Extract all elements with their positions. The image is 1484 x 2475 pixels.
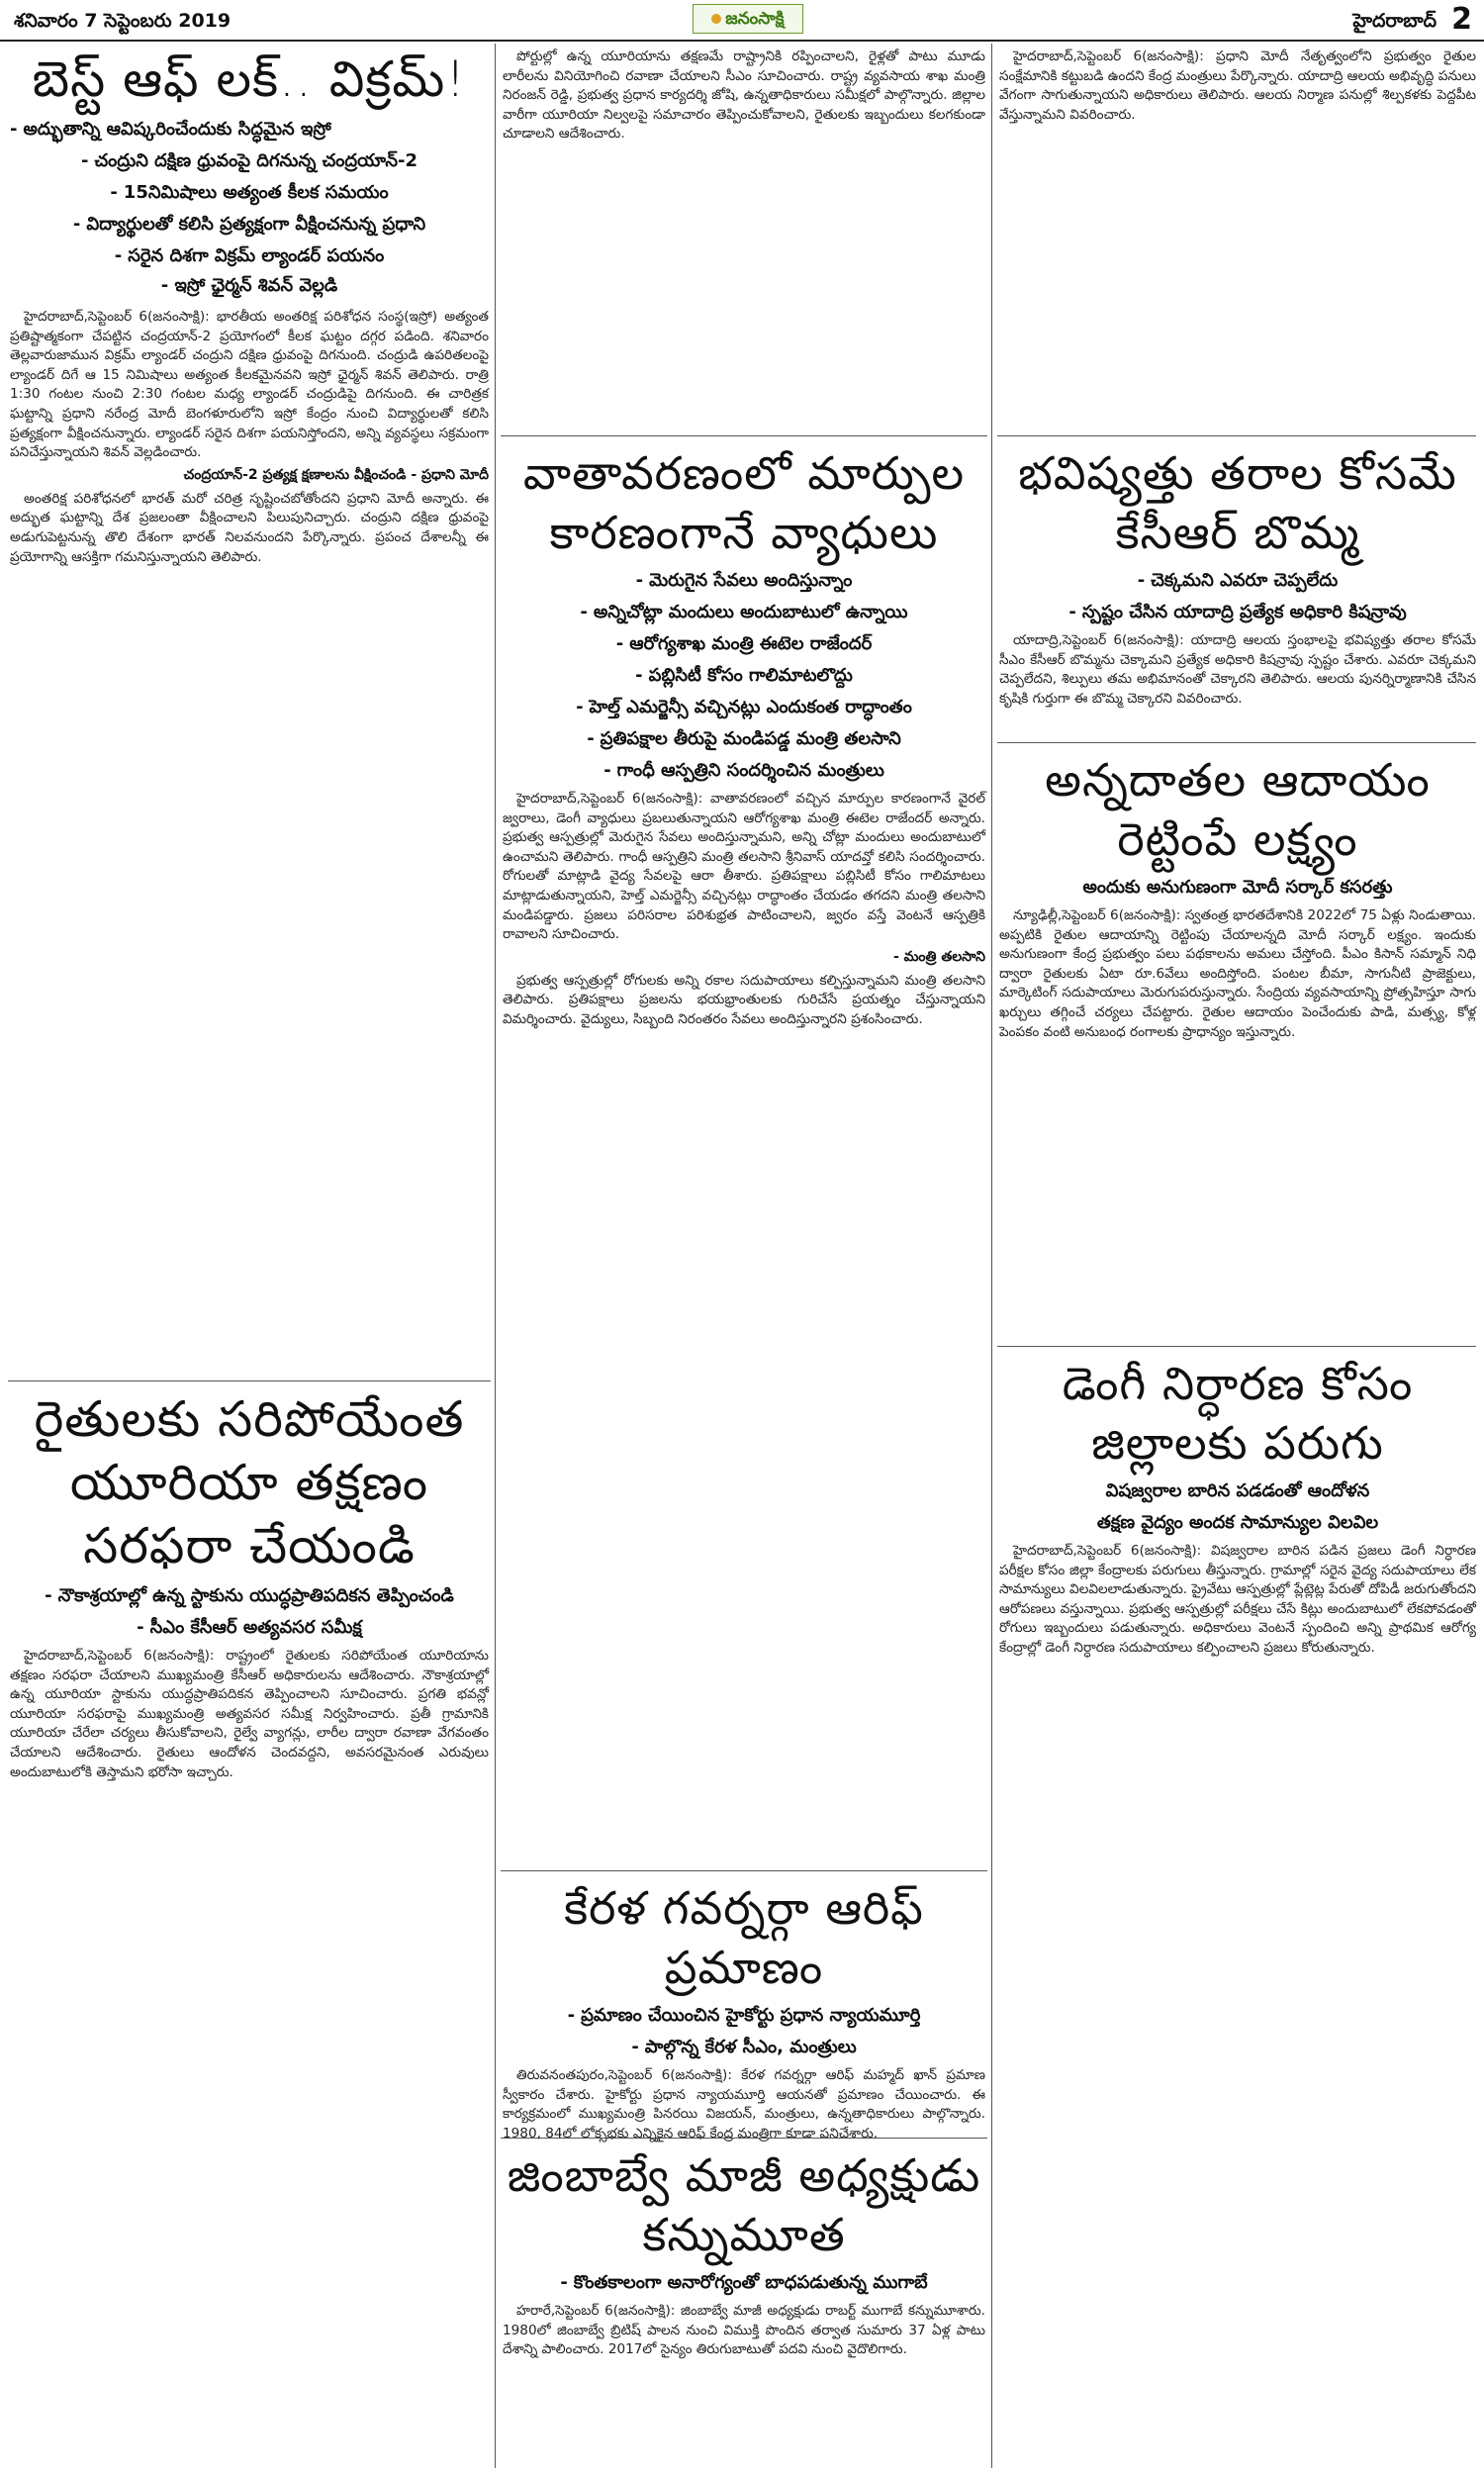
byline: - ఇస్రో ఛైర్మన్ శివన్ వెల్లడి (160, 275, 338, 296)
article-body: తిరువనంతపురం,సెప్టెంబర్ 6(జనంసాక్షి): కేరళ గవర్నర్గా ఆరిఫ్ మహ్మద్ ఖాన్ ప్రమాణ స్వీకారం చేశారు. హైకోర్టు ప్రధాన న్యాయమూర్తి ఆయనతో ప్రమాణం చేయించారు. ఈ కార్యక్రమంలో ముఖ్యమంత్రి పినరయి విజయన్, మంత్రులు, ఉన్నతాధికారులు పాల్గొన్నారు. 1980, 84లో లోక్సభకు ఎన్నికైన ఆరిఫ్ కేంద్ర మంత్రిగా కూడా పనిచేశారు. (503, 2067, 985, 2142)
article-body: న్యూఢిల్లీ,సెప్టెంబర్ 6(జనంసాక్షి): స్వతంత్ర భారతదేశానికి 2022లో 75 ఏళ్లు నిండుతాయి. అప్పటికి రైతుల ఆదాయాన్ని రెట్టింపు చేయాలన్నది మోదీ సర్కార్ లక్ష్యం. ఇందుకు అనుగుణంగా కేంద్ర ప్రభుత్వం పలు పథకాలను అమలు చేస్తోంది. పీఎం కిసాన్ సమ్మాన్ నిధి ద్వారా రైతులకు ఏటా రూ.6వేలు అందిస్తోంది. పంటల బీమా, సాగునీటి ప్రాజెక్టులు, మార్కెటింగ్ సదుపాయాలు మెరుగుపరుస్తున్నారు. సేంద్రియ వ్యవసాయాన్ని ప్రోత్సహిస్తూ సాగు ఖర్చులు తగ్గించే చర్యలు చేపట్టారు. రైతుల ఆదాయం పెంచేందుకు పాడి, మత్స్య, కోళ్ల పెంపకం వంటి అనుబంధ రంగాలకు ప్రాధాన్యం ఇస్తున్నారు. (999, 907, 1476, 1040)
deck-line: - పబ్లిసిటీ కోసం గాలిమాటలొద్దు (635, 665, 853, 686)
column-divider (991, 44, 992, 2468)
article-continuation (503, 48, 985, 146)
deck-line: - 15నిమిషాలు అత్యంత కీలక సమయం (110, 182, 389, 203)
deck-line: - ప్రమాణం చేయించిన హైకోర్టు ప్రధాన న్యాయమూర్తి (567, 2005, 921, 2026)
article-body: అంతరిక్ష పరిశోధనలో భారత్ మరో చరిత్ర సృష్టించబోతోందని ప్రధాని మోదీ అన్నారు. ఈ అద్భుత ఘట్టాన్ని దేశ ప్రజలంతా వీక్షించాలని పిలుపునిచ్చారు. చంద్రుని దక్షిణ ధ్రువంపై అడుగుపెట్టనున్న తొలి దేశంగా భారత్ నిలవనుందని పేర్కొన్నారు. ప్రపంచ దేశాలన్నీ ఈ ప్రయోగాన్ని ఆసక్తిగా గమనిస్తున్నాయని తెలిపారు. (10, 490, 489, 565)
issue-date: శనివారం 7 సెప్టెంబరు 2019 (14, 10, 232, 32)
deck-line: - ప్రతిపక్షాల తీరుపై మండిపడ్డ మంత్రి తలసాని (587, 728, 901, 749)
deck-line: తక్షణ వైద్యం అందక సామాన్యుల విలవిల (1096, 1512, 1379, 1533)
deck-line: - సరైన దిశగా విక్రమ్ ల్యాండర్ పయనం (114, 245, 385, 266)
article-body: హైదరాబాద్,సెప్టెంబర్ 6(జనంసాక్షి): భారతీయ అంతరిక్ష పరిశోధన సంస్థ(ఇస్రో) అత్యంత ప్రతిష్టాత్మకంగా చేపట్టిన చంద్రయాన్-2 ప్రయోగంలో కీలక ఘట్టం దగ్గర పడింది. శనివారం తెల్లవారుజామున విక్రమ్ ల్యాండర్ చంద్రుని దక్షిణ ధ్రువంపై దిగనుంది. చంద్రుడి ఉపరితలంపై ల్యాండర్ దిగే ఆ 15 నిమిషాలు అత్యంత కీలకమైనవని ఇస్రో ఛైర్మన్ శివన్ తెలిపారు. రాత్రి 1:30 గంటల నుంచి 2:30 గంటల మధ్య ల్యాండర్ చంద్రుడిపై దిగనుంది. ఈ చారిత్రక ఘట్టాన్ని ప్రధాని నరేంద్ర మోదీ బెంగళూరులోని ఇస్రో కేంద్రం నుంచి విద్యార్థులతో కలిసి ప్రత్యక్షంగా వీక్షించనున్నారు. ల్యాండర్ సరైన దిశగా పయనిస్తోందని, అన్ని వ్యవస్థలు సక్రమంగా పనిచేస్తున్నాయని శివన్ వెల్లడించారు. (10, 309, 489, 461)
deck-line: - సీఎం కేసీఆర్ అత్యవసర సమీక్ష (137, 1617, 362, 1638)
section-divider (501, 1870, 987, 1871)
article-body: పోర్టుల్లో ఉన్న యూరియాను తక్షణమే రాష్ట్రానికి రప్పించాలని, రైళ్లతో పాటు మూడు లారీలను వినియోగించి రవాణా చేయాలని సీఎం సూచించారు. రాష్ట్ర వ్యవసాయ శాఖ మంత్రి నిరంజన్ రెడ్డి, ప్రభుత్వ ప్రధాన కార్యదర్శి జోషి, ఉన్నతాధికారులు సమీక్షలో పాల్గొన్నారు. జిల్లాల వారీగా యూరియా నిల్వలపై సమాచారం తెప్పించుకోవాలని, రైతులకు ఇబ్బందులు కలగకుండా చూడాలని ఆదేశించారు. (503, 48, 985, 143)
article-kerala-governor (503, 1878, 985, 2145)
deck-line: అందుకు అనుగుణంగా మోదీ సర్కార్ కసరత్తు (1082, 877, 1393, 898)
deck-line: - కొంతకాలంగా అనారోగ్యంతో బాధపడుతున్న ముగాబే (560, 2272, 928, 2293)
edition-city: హైదరాబాద్ (1352, 10, 1437, 32)
article-body: ప్రభుత్వ ఆస్పత్రుల్లో రోగులకు అన్ని రకాల సదుపాయాలు కల్పిస్తున్నామని మంత్రి తలసాని తెలిపారు. ప్రతిపక్షాలు ప్రజలను భయభ్రాంతులకు గురిచేసే ప్రయత్నం చేస్తున్నాయని విమర్శించారు. వైద్యులు, సిబ్బంది నిరంతరం సేవలు అందిస్తున్నారని ప్రశంసించారు. (503, 972, 985, 1027)
section-divider (997, 742, 1476, 743)
deck-line: - స్పష్టం చేసిన యాదాద్రి ప్రత్యేక అధికారి కిషన్రావు (1068, 602, 1407, 622)
article-body: యాదాద్రి,సెప్టెంబర్ 6(జనంసాక్షి): యాదాద్రి ఆలయ స్తంభాలపై భవిష్యత్తు తరాల కోసమే సీఎం కేసీఆర్ బొమ్మను చెక్కామని ప్రత్యేక అధికారి కిషన్రావు స్పష్టం చేశారు. ఎవరూ చెక్కమని చెప్పలేదని, శిల్పులు తమ అభిమానంతో చెక్కారని తెలిపారు. ఆలయ పునర్నిర్మాణానికి చేసిన కృషికి గుర్తుగా ఈ బొమ్మ చెక్కారని వివరించారు. (999, 632, 1476, 707)
deck-line: - గాంధీ ఆస్పత్రిని సందర్శించిన మంత్రులు (603, 760, 884, 781)
masthead (0, 0, 1484, 42)
headline: కేరళ గవర్నర్గా ఆరిఫ్ ప్రమాణం (564, 1881, 924, 1994)
deck-line: - విద్యార్థులతో కలిసి ప్రత్యక్షంగా వీక్షించనున్న ప్రధాని (72, 214, 426, 235)
deck-line: - అద్భుతాన్ని ఆవిష్కరించేందుకు సిద్ధమైన ఇస్రో (10, 119, 331, 140)
deck-line: - నౌకాశ్రయాల్లో ఉన్న స్టాకును యుద్ధప్రాతిపదికన తెప్పించండి (45, 1585, 454, 1606)
article-body: హరారే,సెప్టెంబర్ 6(జనంసాక్షి): జింబాబ్వే మాజీ అధ్యక్షుడు రాబర్ట్ ముగాబే కన్నుమూశారు. 1980లో జింబాబ్వే బ్రిటిష్ పాలన నుంచి విముక్తి పొందిన తర్వాత సుమారు 37 ఏళ్ల పాటు దేశాన్ని పాలించారు. 2017లో సైన్యం తిరుగుబాటుతో పదవి నుంచి వైదొలిగారు. (503, 2303, 985, 2358)
article-kcr-sculpture (999, 443, 1476, 711)
deck-line: - చెక్కమని ఎవరూ చెప్పలేదు (1137, 570, 1339, 591)
page-number: 2 (1451, 2, 1472, 37)
deck-line: విషజ్వరాల బారిన పడడంతో ఆందోళన (1105, 1480, 1370, 1501)
deck-line: - మెరుగైన సేవలు అందిస్తున్నాం (635, 570, 853, 591)
headline: వాతావరణంలో మార్పుల కారణంగానే వ్యాధులు (522, 446, 966, 559)
headline: బెస్ట్ ఆఫ్ లక్.. విక్రమ్! (32, 50, 467, 108)
article-chandrayaan (10, 48, 489, 569)
section-divider (997, 1346, 1476, 1347)
article-urea-supply (10, 1387, 489, 1784)
article-body: హైదరాబాద్,సెప్టెంబర్ 6(జనంసాక్షి): రాష్ట్రంలో రైతులకు సరిపోయేంత యూరియాను తక్షణం సరఫరా చేయాలని ముఖ్యమంత్రి కేసీఆర్ అధికారులను ఆదేశించారు. నౌకాశ్రయాల్లో ఉన్న యూరియా స్టాకును యుద్ధప్రాతిపదికన తెప్పించాలని సూచించారు. ప్రగతి భవన్లో యూరియా సరఫరాపై ముఖ్యమంత్రి అత్యవసర సమీక్ష నిర్వహించారు. ప్రతీ గ్రామానికి యూరియా చేరేలా చర్యలు తీసుకోవాలని, రైల్వే వ్యాగన్లు, లారీల ద్వారా రవాణా వేగవంతం చేయాలని ఆదేశించారు. రైతులు ఆందోళన చెందవద్దని, అవసరమైనంత ఎరువులు అందుబాటులోకి తెస్తామని భరోసా ఇచ్చారు. (10, 1648, 489, 1780)
headline: అన్నదాతల ఆదాయం రెట్టింపే లక్ష్యం (1045, 753, 1431, 866)
headline: జింబాబ్వే మాజీ అధ్యక్షుడు కన్నుమూత (507, 2148, 981, 2261)
deck-line: - అన్నిచోట్లా మందులు అందుబాటులో ఉన్నాయి (580, 602, 908, 622)
article-body: హైదరాబాద్,సెప్టెంబర్ 6(జనంసాక్షి): విషజ్వరాల బారిన పడిన ప్రజలు డెంగీ నిర్ధారణ పరీక్షల కోసం జిల్లా కేంద్రాలకు పరుగులు తీస్తున్నారు. గ్రామాల్లో సరైన వైద్య సదుపాయాలు లేక సామాన్యులు విలవిలలాడుతున్నారు. ప్రైవేటు ఆస్పత్రుల్లో ప్లేట్లెట్ల పేరుతో దోపిడీ జరుగుతోందని ఆరోపణలు వస్తున్నాయి. ప్రభుత్వ ఆస్పత్రుల్లో పరీక్షలు చేసే కిట్లు అందుబాటులో లేకపోవడంతో రోగులు ఇబ్బందులు పడుతున్నారు. అధికారులు వెంటనే స్పందించి అన్ని ప్రాథమిక ఆరోగ్య కేంద్రాల్లో డెంగీ నిర్ధారణ సదుపాయాలు కల్పించాలని ప్రజలు కోరుతున్నారు. (999, 1543, 1476, 1656)
headline: డెంగీ నిర్ధారణ కోసం జిల్లాలకు పరుగు (1062, 1357, 1414, 1470)
logo-emblem-icon (711, 14, 721, 24)
headline: రైతులకు సరిపోయేంత యూరియా తక్షణం సరఫరా చేయండి (34, 1390, 465, 1574)
deck-line: - హెల్త్ ఎమర్జెన్సీ వచ్చినట్లు ఎందుకంత రాద్ధాంతం (576, 697, 912, 717)
newspaper-logo (693, 4, 803, 34)
article-mugabe (503, 2145, 985, 2362)
section-divider (8, 1380, 491, 1381)
article-weather-diseases (503, 443, 985, 1032)
subhead: - మంత్రి తలసాని (892, 948, 985, 965)
column-divider (495, 44, 496, 2468)
deck-line: - ఆరోగ్యశాఖ మంత్రి ఈటెల రాజేందర్ (615, 633, 873, 654)
subhead: చంద్రయాన్-2 ప్రత్యక్ష క్షణాలను వీక్షించండి - ప్రధాని మోదీ (183, 466, 489, 483)
section-divider (501, 435, 987, 436)
article-body: హైదరాబాద్,సెప్టెంబర్ 6(జనంసాక్షి): ప్రధాని మోదీ నేతృత్వంలోని ప్రభుత్వం రైతుల సంక్షేమానికి కట్టుబడి ఉందని కేంద్ర మంత్రులు పేర్కొన్నారు. యాదాద్రి ఆలయ అభివృద్ధి పనులు వేగంగా సాగుతున్నాయని అధికారులు తెలిపారు. ఆలయ నిర్మాణ పనుల్లో శిల్పకళకు పెద్దపీట వేస్తున్నామని వివరించారు. (999, 48, 1476, 123)
article-continuation (999, 48, 1476, 127)
article-body: హైదరాబాద్,సెప్టెంబర్ 6(జనంసాక్షి): వాతావరణంలో వచ్చిన మార్పుల కారణంగానే వైరల్ జ్వరాలు, డెంగీ వ్యాధులు ప్రబలుతున్నాయని ఆరోగ్యశాఖ మంత్రి ఈటెల రాజేందర్ అన్నారు. ప్రభుత్వ ఆస్పత్రుల్లో మెరుగైన సేవలు అందిస్తున్నామని, అన్ని చోట్లా మందులు అందుబాటులో ఉంచామని తెలిపారు. గాంధీ ఆస్పత్రిని మంత్రి తలసాని శ్రీనివాస్ యాదవ్తో కలిసి సందర్శించారు. రోగులతో మాట్లాడి వైద్య సేవలపై ఆరా తీశారు. ప్రతిపక్షాలు పబ్లిసిటీ కోసం గాలిమాటలు మాట్లాడుతున్నాయని, హెల్త్ ఎమర్జెన్సీ వచ్చినట్లు రాద్ధాంతం చేయడం తగదని మంత్రి తలసాని మండిపడ్డారు. ప్రజలు పరిసరాల పరిశుభ్రత పాటించాలని, జ్వరం వస్తే వెంటనే ఆస్పత్రికి రావాలని సూచించారు. (503, 791, 985, 943)
article-farmers-income (999, 750, 1476, 1044)
section-divider (997, 435, 1476, 436)
article-dengue (999, 1354, 1476, 1661)
headline: భవిష్యత్తు తరాల కోసమే కేసీఆర్ బొమ్మ (1018, 446, 1457, 559)
deck-line: - పాల్గొన్న కేరళ సీఎం, మంత్రులు (631, 2037, 857, 2057)
logo-text: జనంసాక్షి (725, 9, 785, 29)
deck-line: - చంద్రుని దక్షిణ ధ్రువంపై దిగనున్న చంద్రయాన్-2 (80, 150, 418, 171)
